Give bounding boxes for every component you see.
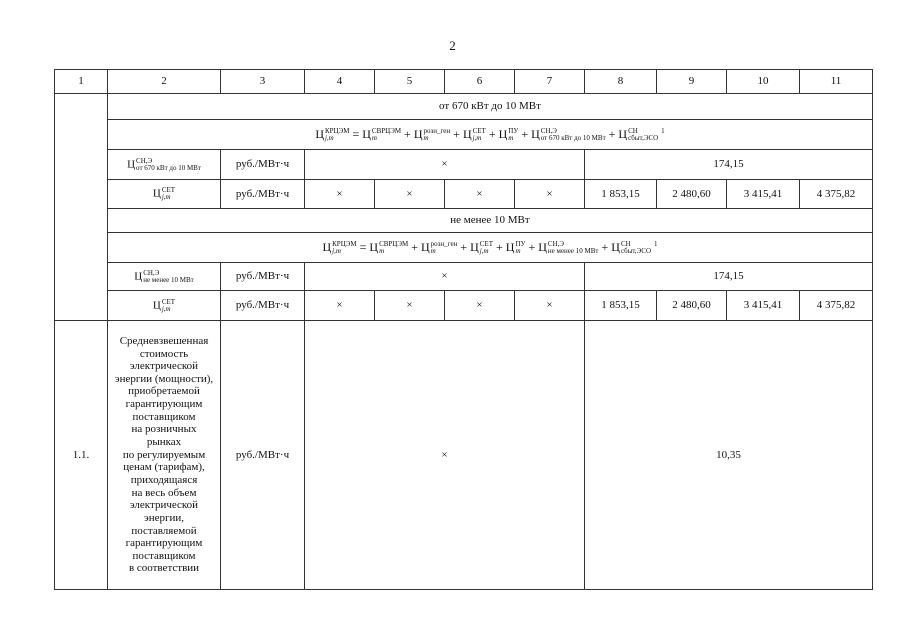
value-cell: 10,35: [585, 321, 873, 590]
symbol-subscript: сбыт,ЭСО: [620, 247, 652, 256]
plus-sign: +: [493, 239, 506, 254]
value-cell: 4 375,82: [800, 180, 873, 209]
symbol-subscript: m: [423, 134, 429, 143]
cross-cell: ×: [375, 291, 445, 321]
formula-row: [55, 120, 873, 150]
symbol-base: Ц: [152, 299, 161, 312]
price-symbol: [315, 128, 349, 142]
col-header: 1: [55, 70, 108, 94]
symbol-superscript: СВРЦЭМ: [371, 127, 402, 136]
formula: [315, 127, 664, 141]
cross-cell: ×: [515, 291, 585, 321]
cross-cell: ×: [375, 180, 445, 209]
symbol-superscript: СН,Э: [547, 240, 565, 249]
symbol-superscript: ПУ: [515, 240, 526, 249]
value-cell: 1 853,15: [585, 291, 657, 321]
price-symbol: [506, 241, 526, 255]
table-row: [55, 291, 873, 321]
price-symbol: [531, 128, 606, 142]
symbol-base: Ц: [505, 239, 515, 254]
price-symbol: [322, 241, 356, 255]
symbol-superscript: СН: [620, 240, 631, 249]
unit-cell: руб./МВт·ч: [221, 150, 305, 180]
symbol-subscript: j,m: [161, 193, 171, 201]
row-description: [108, 321, 221, 590]
cross-cell: ×: [445, 180, 515, 209]
symbol-base: Ц: [362, 126, 371, 141]
plus-sign: +: [598, 239, 612, 254]
symbol-base: Ц: [134, 270, 143, 283]
col-header: 3: [221, 70, 305, 94]
plus-sign: +: [401, 126, 414, 141]
value-cell: 1 853,15: [585, 180, 657, 209]
symbol-base: Ц: [420, 239, 430, 254]
header-row: [55, 70, 873, 94]
symbol-base: Ц: [369, 239, 379, 254]
unit-cell: руб./МВт·ч: [221, 321, 305, 590]
indicator-label: [108, 263, 221, 291]
description-text: Средневзвешенная стоимость электрической энергии (мощности), приобретаемой гарантирующим поставщиком на розничных рынках по регулируемым ценам (тарифам), приходящаяся на весь объем электрической энергии, поставляемой гарантирующим поставщиком в соответствии: [114, 334, 214, 575]
col-header: 8: [585, 70, 657, 94]
symbol-base: Ц: [127, 158, 136, 171]
symbol-subscript: j,m: [479, 247, 489, 256]
indicator-label: [108, 291, 221, 321]
symbol-subscript: сбыт,ЭСО: [628, 134, 659, 143]
symbol-superscript: СЕТ: [472, 127, 486, 136]
symbol-subscript: от 670 кВт до 10 МВт: [136, 163, 201, 172]
symbol-base: Ц: [618, 126, 628, 141]
col-header: 4: [305, 70, 375, 94]
symbol-superscript: СН,Э: [136, 156, 153, 165]
symbol-superscript: КРЦЭМ: [332, 240, 357, 249]
cross-cell: ×: [305, 321, 585, 590]
symbol-base: Ц: [413, 126, 423, 141]
table-row: [55, 180, 873, 209]
symbol-subscript: j,m: [161, 304, 171, 313]
footnote-mark: 1: [654, 239, 658, 248]
plus-sign: +: [485, 126, 499, 141]
symbol-base: Ц: [462, 126, 472, 141]
price-symbol: [421, 241, 457, 255]
symbol-superscript: розн_ген: [423, 127, 451, 136]
table-row: [55, 321, 873, 590]
row-number: 1.1.: [55, 321, 108, 590]
symbol-superscript: СЕТ: [161, 297, 176, 306]
symbol-base: Ц: [538, 239, 547, 254]
symbol-base: Ц: [611, 239, 620, 254]
plus-sign: +: [605, 126, 619, 141]
price-symbol: [153, 299, 175, 313]
cross-cell: ×: [515, 180, 585, 209]
price-symbol: [538, 241, 598, 255]
price-symbol: [134, 270, 194, 284]
cross-cell: ×: [305, 291, 375, 321]
plus-sign: +: [408, 239, 421, 254]
section-title-row: [55, 209, 873, 233]
symbol-superscript: КРЦЭМ: [324, 127, 350, 136]
section-title: от 670 кВт до 10 МВт: [108, 94, 873, 120]
unit-cell: руб./МВт·ч: [221, 263, 305, 291]
formula-cell: [108, 120, 873, 150]
col-header: 2: [108, 70, 221, 94]
symbol-subscript: не менее 10 МВт: [547, 247, 599, 256]
cross-cell: ×: [445, 291, 515, 321]
price-symbol: [499, 128, 519, 142]
symbol-subscript: m: [515, 247, 521, 256]
formula-cell: [108, 233, 873, 263]
symbol-subscript: m: [379, 247, 385, 256]
symbol-superscript: СН,Э: [143, 268, 160, 277]
symbol-base: Ц: [498, 126, 508, 141]
symbol-subscript: m: [430, 247, 436, 256]
indicator-label: [108, 150, 221, 180]
price-symbol: [463, 128, 486, 142]
value-cell: 3 415,41: [727, 291, 800, 321]
value-cell: 2 480,60: [657, 180, 727, 209]
symbol-superscript: ПУ: [508, 127, 519, 136]
section-title: не менее 10 МВт: [108, 209, 873, 233]
cross-cell: ×: [305, 263, 585, 291]
unit-cell: руб./МВт·ч: [221, 291, 305, 321]
col-header: 5: [375, 70, 445, 94]
symbol-subscript: j,m: [324, 134, 334, 143]
formula-row: [55, 233, 873, 263]
row-number-cell: [55, 94, 108, 321]
price-symbol: [414, 128, 450, 142]
symbol-superscript: СЕТ: [161, 186, 176, 194]
symbol-superscript: СЕТ: [479, 240, 493, 249]
price-symbol: [618, 128, 658, 142]
symbol-subscript: j,m: [472, 134, 482, 143]
symbol-base: Ц: [152, 187, 161, 200]
symbol-base: Ц: [315, 126, 324, 141]
formula: [322, 240, 657, 254]
price-symbol: [470, 241, 493, 255]
page-number: 2: [449, 38, 456, 53]
col-header: 10: [727, 70, 800, 94]
symbol-superscript: СН: [628, 127, 638, 136]
col-header: 11: [800, 70, 873, 94]
symbol-superscript: СН,Э: [540, 127, 557, 136]
equals-sign: =: [356, 239, 370, 254]
value-cell: 3 415,41: [727, 180, 800, 209]
plus-sign: +: [518, 126, 532, 141]
symbol-subscript: j,m: [332, 247, 341, 256]
symbol-superscript: розн_ген: [430, 240, 458, 249]
unit-cell: руб./МВт·ч: [221, 180, 305, 209]
price-symbol: [153, 187, 175, 201]
symbol-superscript: СВРЦЭМ: [379, 240, 409, 249]
price-symbol: [362, 128, 401, 142]
footnote-mark: 1: [661, 126, 665, 135]
col-header: 6: [445, 70, 515, 94]
indicator-label: [108, 180, 221, 209]
table-row: [55, 263, 873, 291]
col-header: 9: [657, 70, 727, 94]
value-cell: 2 480,60: [657, 291, 727, 321]
symbol-subscript: не менее 10 МВт: [143, 275, 194, 284]
price-symbol: [369, 241, 408, 255]
equals-sign: =: [349, 126, 363, 141]
price-symbol: [611, 241, 651, 255]
symbol-subscript: m: [508, 134, 514, 143]
value-cell: 174,15: [585, 263, 873, 291]
symbol-base: Ц: [470, 239, 479, 254]
value-cell: 174,15: [585, 150, 873, 180]
section-title-row: [55, 94, 873, 120]
tariff-table: [54, 69, 873, 590]
table-row: [55, 150, 873, 180]
cross-cell: ×: [305, 150, 585, 180]
symbol-subscript: от 670 кВт до 10 МВт: [540, 134, 606, 143]
value-cell: 4 375,82: [800, 291, 873, 321]
plus-sign: +: [457, 239, 471, 254]
price-symbol: [127, 158, 201, 172]
col-header: 7: [515, 70, 585, 94]
symbol-subscript: m: [371, 134, 377, 143]
plus-sign: +: [450, 126, 463, 141]
plus-sign: +: [525, 239, 539, 254]
cross-cell: ×: [305, 180, 375, 209]
symbol-base: Ц: [531, 126, 540, 141]
symbol-base: Ц: [322, 239, 332, 254]
